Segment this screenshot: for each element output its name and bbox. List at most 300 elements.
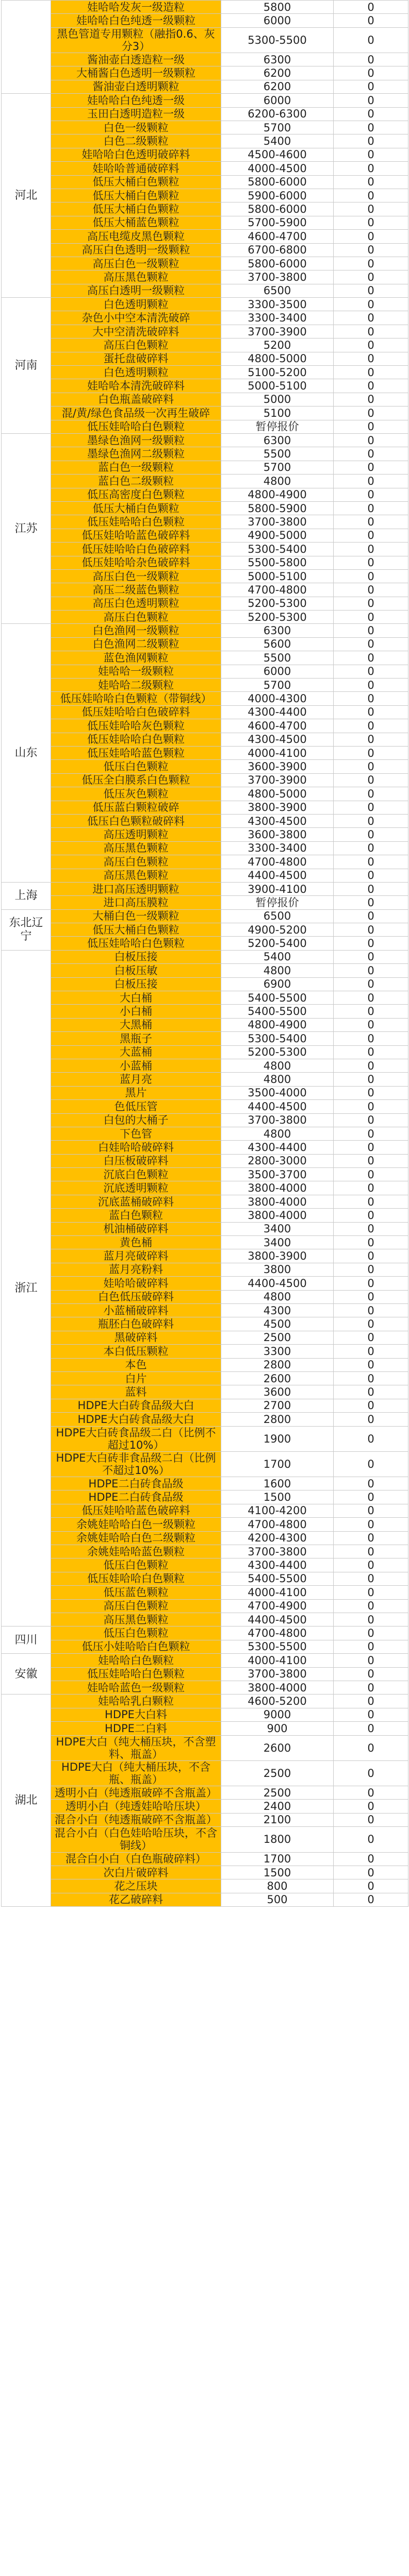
- price-cell: 暂停报价: [221, 420, 334, 433]
- price-row: [2, 1385, 408, 1399]
- spec-cell: 黑破碎料: [51, 1331, 221, 1344]
- spec-cell: 大蓝桶: [51, 1045, 221, 1059]
- region-cell: 河南: [2, 298, 51, 434]
- spec-cell: 白板压接: [51, 950, 221, 963]
- price-cell: 4300-4500: [221, 814, 334, 827]
- change-cell: 0: [334, 366, 408, 379]
- region-cell: 东北辽宁: [2, 909, 51, 950]
- price-cell: 4700-4800: [221, 583, 334, 597]
- price-row: [2, 1866, 408, 1879]
- price-row: [2, 352, 408, 365]
- price-row: [2, 1813, 408, 1826]
- price-cell: 4900-5200: [221, 923, 334, 937]
- change-cell: 0: [334, 1681, 408, 1694]
- price-cell: 3600-3900: [221, 760, 334, 773]
- price-row: [2, 420, 408, 433]
- price-cell: 4800: [221, 1127, 334, 1140]
- price-cell: 3500-4000: [221, 1086, 334, 1099]
- spec-cell: 黑片: [51, 1086, 221, 1099]
- change-cell: 0: [334, 1477, 408, 1490]
- region-cell: 安徽: [2, 1654, 51, 1694]
- price-row: [2, 964, 408, 977]
- price-row: [2, 882, 408, 895]
- price-row: [2, 1277, 408, 1290]
- price-cell: 1700: [221, 1451, 334, 1477]
- change-cell: 0: [334, 14, 408, 27]
- change-cell: 0: [334, 1426, 408, 1451]
- price-cell: 4800-5000: [221, 787, 334, 801]
- change-cell: 0: [334, 189, 408, 202]
- spec-cell: 透明小白（纯透瓶破碎不含瓶盖）: [51, 1786, 221, 1800]
- change-cell: 0: [334, 1413, 408, 1426]
- spec-cell: 低压娃哈哈蓝色颗粒: [51, 746, 221, 759]
- spec-cell: HDPE大白（纯大桶压块，不含瓶、瓶盖）: [51, 1760, 221, 1786]
- change-cell: 0: [334, 529, 408, 542]
- price-row: [2, 1735, 408, 1760]
- change-cell: 0: [334, 556, 408, 569]
- price-row: [2, 1490, 408, 1504]
- spec-cell: 蓝白色二级颗粒: [51, 474, 221, 488]
- change-cell: 0: [334, 1032, 408, 1045]
- change-cell: 0: [334, 257, 408, 270]
- price-row: [2, 107, 408, 121]
- spec-cell: 高压白色透明颗粒: [51, 597, 221, 610]
- price-row: [2, 53, 408, 66]
- price-cell: 暂停报价: [221, 896, 334, 909]
- spec-cell: 黑瓶子: [51, 1032, 221, 1045]
- spec-cell: 高压白透明一级颗粒: [51, 284, 221, 297]
- price-cell: 5800-6000: [221, 202, 334, 216]
- price-row: [2, 1786, 408, 1800]
- price-row: [2, 1263, 408, 1276]
- price-row: [2, 1626, 408, 1640]
- price-row: [2, 651, 408, 665]
- change-cell: 0: [334, 1358, 408, 1371]
- change-cell: 0: [334, 1879, 408, 1893]
- price-cell: 4300-4400: [221, 1141, 334, 1154]
- change-cell: 0: [334, 107, 408, 121]
- spec-cell: 低压小娃哈哈白色颗粒: [51, 1640, 221, 1653]
- price-cell: 5400: [221, 134, 334, 148]
- price-row: [2, 773, 408, 787]
- change-cell: 0: [334, 1613, 408, 1626]
- change-cell: 0: [334, 325, 408, 338]
- spec-cell: 低压白色颗粒: [51, 1626, 221, 1640]
- spec-cell: 混/黄/绿色食品级一次再生破碎: [51, 406, 221, 420]
- change-cell: 0: [334, 420, 408, 433]
- change-cell: 0: [334, 1813, 408, 1826]
- spec-cell: HDPE大白（纯大桶压块，不含塑料、瓶盖）: [51, 1735, 221, 1760]
- spec-cell: 墨绿色渔网二级颗粒: [51, 447, 221, 461]
- spec-cell: 高压黑色颗粒: [51, 869, 221, 882]
- change-cell: 0: [334, 80, 408, 93]
- spec-cell: HDPE二白砖食品级: [51, 1477, 221, 1490]
- price-row: [2, 1893, 408, 1906]
- spec-cell: 白板压接: [51, 977, 221, 991]
- change-cell: 0: [334, 134, 408, 148]
- change-cell: 0: [334, 338, 408, 352]
- change-cell: 0: [334, 1345, 408, 1358]
- price-cell: 4500-4600: [221, 148, 334, 161]
- price-row: [2, 162, 408, 175]
- price-row: [2, 434, 408, 447]
- price-cell: 1500: [221, 1866, 334, 1879]
- price-cell: 5700: [221, 461, 334, 474]
- spec-cell: 低压大桶白色颗粒: [51, 175, 221, 189]
- price-row: [2, 1290, 408, 1303]
- price-row: [2, 1358, 408, 1371]
- spec-cell: 低压娃哈哈蓝色破碎料: [51, 1504, 221, 1517]
- price-cell: 4700-4800: [221, 1626, 334, 1640]
- spec-cell: 娃哈哈白色纯透一级颗粒: [51, 14, 221, 27]
- change-cell: 0: [334, 1331, 408, 1344]
- change-cell: 0: [334, 841, 408, 855]
- price-row: [2, 1304, 408, 1317]
- spec-cell: 蓝月亮: [51, 1073, 221, 1086]
- price-cell: 3400: [221, 1222, 334, 1235]
- price-cell: 800: [221, 1879, 334, 1893]
- spec-cell: 低压娃哈哈白色颗粒: [51, 515, 221, 529]
- price-cell: 4000-4300: [221, 692, 334, 705]
- spec-cell: 低压大桶白色颗粒: [51, 202, 221, 216]
- price-row: [2, 1236, 408, 1249]
- price-row: [2, 909, 408, 923]
- change-cell: 0: [334, 1800, 408, 1813]
- spec-cell: 杂色小中空本清洗破碎: [51, 311, 221, 325]
- price-row: [2, 1168, 408, 1181]
- price-cell: 5300-5400: [221, 1032, 334, 1045]
- change-cell: 0: [334, 882, 408, 895]
- price-cell: 2500: [221, 1331, 334, 1344]
- spec-cell: 白板压敏: [51, 964, 221, 977]
- spec-cell: 娃哈哈二级颗粒: [51, 679, 221, 692]
- price-cell: 6300: [221, 624, 334, 637]
- spec-cell: 低压娃哈哈杂色破碎料: [51, 556, 221, 569]
- spec-cell: 大中空清洗破碎料: [51, 325, 221, 338]
- price-cell: 2800: [221, 1413, 334, 1426]
- price-cell: 4500: [221, 1317, 334, 1331]
- price-row: [2, 311, 408, 325]
- price-row: [2, 1399, 408, 1412]
- spec-cell: 瓶胚白色破碎料: [51, 1317, 221, 1331]
- price-row: [2, 148, 408, 161]
- price-cell: 3900-4100: [221, 882, 334, 895]
- price-row: [2, 665, 408, 678]
- change-cell: 0: [334, 569, 408, 583]
- region-cell: 河北: [2, 94, 51, 298]
- price-cell: 4800: [221, 474, 334, 488]
- spec-cell: 低压白色颗粒: [51, 1558, 221, 1572]
- spec-cell: 高压白色颗粒: [51, 1599, 221, 1613]
- spec-cell: 低压高密度白色颗粒: [51, 488, 221, 501]
- spec-cell: 白片: [51, 1371, 221, 1385]
- spec-cell: 白色渔网二级颗粒: [51, 637, 221, 651]
- spec-cell: 低压蓝白颗粒破碎: [51, 801, 221, 814]
- change-cell: 0: [334, 501, 408, 515]
- change-cell: 0: [334, 801, 408, 814]
- change-cell: 0: [334, 243, 408, 257]
- price-cell: 2400: [221, 1800, 334, 1813]
- change-cell: 0: [334, 379, 408, 393]
- price-cell: 3700-3800: [221, 1113, 334, 1127]
- spec-cell: 小白桶: [51, 1005, 221, 1018]
- price-row: [2, 1654, 408, 1667]
- price-row: [2, 977, 408, 991]
- spec-cell: 蓝料: [51, 1385, 221, 1399]
- spec-cell: 黑色管道专用颗粒（融指0.6、灰分3）: [51, 27, 221, 53]
- change-cell: 0: [334, 1654, 408, 1667]
- price-row: [2, 828, 408, 841]
- change-cell: 0: [334, 1263, 408, 1276]
- price-row: [2, 692, 408, 705]
- price-row: [2, 991, 408, 1005]
- price-cell: 3800: [221, 1263, 334, 1276]
- price-cell: 4200-4300: [221, 1531, 334, 1545]
- price-cell: 5100-5200: [221, 366, 334, 379]
- price-cell: 4300-4400: [221, 1558, 334, 1572]
- price-row: [2, 1249, 408, 1263]
- price-row: [2, 1209, 408, 1222]
- price-cell: 4800-4900: [221, 488, 334, 501]
- spec-cell: HDPE大白料: [51, 1708, 221, 1721]
- price-cell: 4100-4200: [221, 1504, 334, 1517]
- recycled-pellet-price-table: [1, 0, 408, 1907]
- change-cell: 0: [334, 624, 408, 637]
- price-cell: 5800-6000: [221, 175, 334, 189]
- spec-cell: 白色透明颗粒: [51, 366, 221, 379]
- price-cell: 3600-3800: [221, 828, 334, 841]
- change-cell: 0: [334, 991, 408, 1005]
- spec-cell: 高压黑色颗粒: [51, 270, 221, 284]
- spec-cell: 混合小白（白色娃哈哈压块，不含铜线）: [51, 1827, 221, 1852]
- spec-cell: 沉底白色颗粒: [51, 1168, 221, 1181]
- spec-cell: 低压灰色颗粒: [51, 787, 221, 801]
- price-row: [2, 474, 408, 488]
- spec-cell: 次白片破碎料: [51, 1866, 221, 1879]
- region-cell: 上海: [2, 882, 51, 909]
- spec-cell: 低压大桶白色颗粒: [51, 923, 221, 937]
- price-cell: 1900: [221, 1426, 334, 1451]
- change-cell: 0: [334, 1786, 408, 1800]
- price-row: [2, 447, 408, 461]
- spec-cell: 低压娃哈哈白色破碎料: [51, 543, 221, 556]
- spec-cell: 高压白色一级颗粒: [51, 569, 221, 583]
- price-row: [2, 801, 408, 814]
- price-row: [2, 1613, 408, 1626]
- change-cell: 0: [334, 1195, 408, 1208]
- spec-cell: 高压透明颗粒: [51, 828, 221, 841]
- price-row: [2, 189, 408, 202]
- spec-cell: 高压白色透明一级颗粒: [51, 243, 221, 257]
- price-row: [2, 733, 408, 746]
- price-cell: 4800-4900: [221, 1018, 334, 1031]
- change-cell: 0: [334, 1317, 408, 1331]
- change-cell: 0: [334, 1249, 408, 1263]
- spec-cell: 低压娃哈哈白色颗粒: [51, 733, 221, 746]
- price-row: [2, 1, 408, 14]
- change-cell: 0: [334, 1626, 408, 1640]
- price-row: [2, 1667, 408, 1681]
- spec-cell: 白色二级颗粒: [51, 134, 221, 148]
- price-row: [2, 1879, 408, 1893]
- spec-cell: 沉底透明颗粒: [51, 1181, 221, 1195]
- price-row: [2, 1222, 408, 1235]
- price-cell: 500: [221, 1893, 334, 1906]
- price-cell: 6000: [221, 665, 334, 678]
- price-cell: 5700: [221, 121, 334, 134]
- change-cell: 0: [334, 66, 408, 80]
- spec-cell: 透明小白（纯透娃哈哈压块）: [51, 1800, 221, 1813]
- price-cell: 5000-5100: [221, 569, 334, 583]
- change-cell: 0: [334, 1531, 408, 1545]
- price-cell: 4700-4800: [221, 1518, 334, 1531]
- price-row: [2, 501, 408, 515]
- spec-cell: 低压娃哈哈白色破碎料: [51, 705, 221, 719]
- spec-cell: 酱油壶白透明颗粒: [51, 80, 221, 93]
- price-row: [2, 1477, 408, 1490]
- price-cell: 4000-4500: [221, 162, 334, 175]
- price-cell: 4600-5200: [221, 1694, 334, 1708]
- price-row: [2, 1545, 408, 1558]
- price-row: [2, 1086, 408, 1099]
- spec-cell: 墨绿色渔网一级颗粒: [51, 434, 221, 447]
- price-row: [2, 406, 408, 420]
- change-cell: 0: [334, 461, 408, 474]
- price-cell: 6500: [221, 284, 334, 297]
- price-cell: 5400-5500: [221, 1572, 334, 1585]
- price-cell: 3800-3900: [221, 801, 334, 814]
- price-cell: 3700-3900: [221, 325, 334, 338]
- spec-cell: 低压大桶白色颗粒: [51, 189, 221, 202]
- price-cell: 4800: [221, 1059, 334, 1072]
- spec-cell: HDPE大白砖非食品级二白（比例不超过10%）: [51, 1451, 221, 1477]
- price-cell: 5700: [221, 679, 334, 692]
- price-cell: 3300-3400: [221, 311, 334, 325]
- price-cell: 5300-5500: [221, 1640, 334, 1653]
- region-cell: 四川: [2, 1626, 51, 1654]
- price-cell: 4600-4700: [221, 230, 334, 243]
- change-cell: 0: [334, 583, 408, 597]
- price-row: [2, 1504, 408, 1517]
- price-row: [2, 270, 408, 284]
- change-cell: 0: [334, 148, 408, 161]
- change-cell: 0: [334, 1722, 408, 1735]
- price-cell: 6000: [221, 14, 334, 27]
- change-cell: 0: [334, 515, 408, 529]
- change-cell: 0: [334, 1113, 408, 1127]
- change-cell: 0: [334, 1708, 408, 1721]
- price-row: [2, 1181, 408, 1195]
- change-cell: 0: [334, 896, 408, 909]
- spec-cell: 大白桶: [51, 991, 221, 1005]
- change-cell: 0: [334, 434, 408, 447]
- price-cell: 5500: [221, 447, 334, 461]
- price-row: [2, 556, 408, 569]
- price-cell: 5400-5500: [221, 991, 334, 1005]
- spec-cell: 大桶白色一级颗粒: [51, 909, 221, 923]
- price-row: [2, 1800, 408, 1813]
- price-row: [2, 923, 408, 937]
- spec-cell: 娃哈哈发灰一级造粒: [51, 1, 221, 14]
- price-cell: 4000-4100: [221, 1654, 334, 1667]
- spec-cell: 小蓝桶破碎料: [51, 1304, 221, 1317]
- price-row: [2, 1073, 408, 1086]
- change-cell: 0: [334, 352, 408, 365]
- change-cell: 0: [334, 637, 408, 651]
- price-row: [2, 597, 408, 610]
- price-row: [2, 1558, 408, 1572]
- price-cell: 3700-3900: [221, 773, 334, 787]
- spec-cell: 娃哈哈白色纯透一级: [51, 94, 221, 107]
- change-cell: 0: [334, 1181, 408, 1195]
- change-cell: 0: [334, 1504, 408, 1517]
- price-cell: 6500: [221, 909, 334, 923]
- price-row: [2, 1426, 408, 1451]
- price-row: [2, 1345, 408, 1358]
- price-row: [2, 27, 408, 53]
- price-cell: 4800: [221, 1073, 334, 1086]
- spec-cell: 低压娃哈哈白色颗粒: [51, 1667, 221, 1681]
- region-cell: 山东: [2, 624, 51, 882]
- price-cell: 2600: [221, 1371, 334, 1385]
- spec-cell: 低压娃哈哈白色颗粒（带铜线）: [51, 692, 221, 705]
- change-cell: 0: [334, 1, 408, 14]
- change-cell: 0: [334, 1599, 408, 1613]
- change-cell: 0: [334, 1371, 408, 1385]
- spec-cell: 娃哈哈乳白颗粒: [51, 1694, 221, 1708]
- price-row: [2, 841, 408, 855]
- change-cell: 0: [334, 651, 408, 665]
- spec-cell: 白色瓶盖破碎料: [51, 393, 221, 406]
- price-row: [2, 1005, 408, 1018]
- price-row: [2, 1694, 408, 1708]
- price-row: [2, 1572, 408, 1585]
- price-cell: 4400-4500: [221, 1613, 334, 1626]
- spec-cell: 低压娃哈哈白色颗粒: [51, 1572, 221, 1585]
- price-row: [2, 1518, 408, 1531]
- change-cell: 0: [334, 1277, 408, 1290]
- price-cell: 6200: [221, 66, 334, 80]
- change-cell: 0: [334, 1451, 408, 1477]
- price-cell: 4700-4800: [221, 855, 334, 869]
- change-cell: 0: [334, 1399, 408, 1412]
- price-cell: 2100: [221, 1813, 334, 1826]
- change-cell: 0: [334, 1735, 408, 1760]
- spec-cell: 大桶酱白色透明一级颗粒: [51, 66, 221, 80]
- price-cell: 3600: [221, 1385, 334, 1399]
- change-cell: 0: [334, 909, 408, 923]
- price-cell: 5800: [221, 1, 334, 14]
- price-cell: 3300-3400: [221, 841, 334, 855]
- price-row: [2, 284, 408, 297]
- price-cell: 3800-4000: [221, 1195, 334, 1208]
- price-cell: 3800-4000: [221, 1681, 334, 1694]
- price-row: [2, 461, 408, 474]
- price-row: [2, 202, 408, 216]
- spec-cell: 低压蓝色颗粒: [51, 1586, 221, 1599]
- price-cell: 3800-3900: [221, 1249, 334, 1263]
- change-cell: 0: [334, 855, 408, 869]
- price-row: [2, 543, 408, 556]
- price-row: [2, 1059, 408, 1072]
- price-row: [2, 1708, 408, 1721]
- price-row: [2, 325, 408, 338]
- spec-cell: 白色透明颗粒: [51, 298, 221, 311]
- spec-cell: 色低压管: [51, 1100, 221, 1113]
- price-cell: 4800: [221, 964, 334, 977]
- price-row: [2, 1599, 408, 1613]
- price-cell: 1800: [221, 1827, 334, 1852]
